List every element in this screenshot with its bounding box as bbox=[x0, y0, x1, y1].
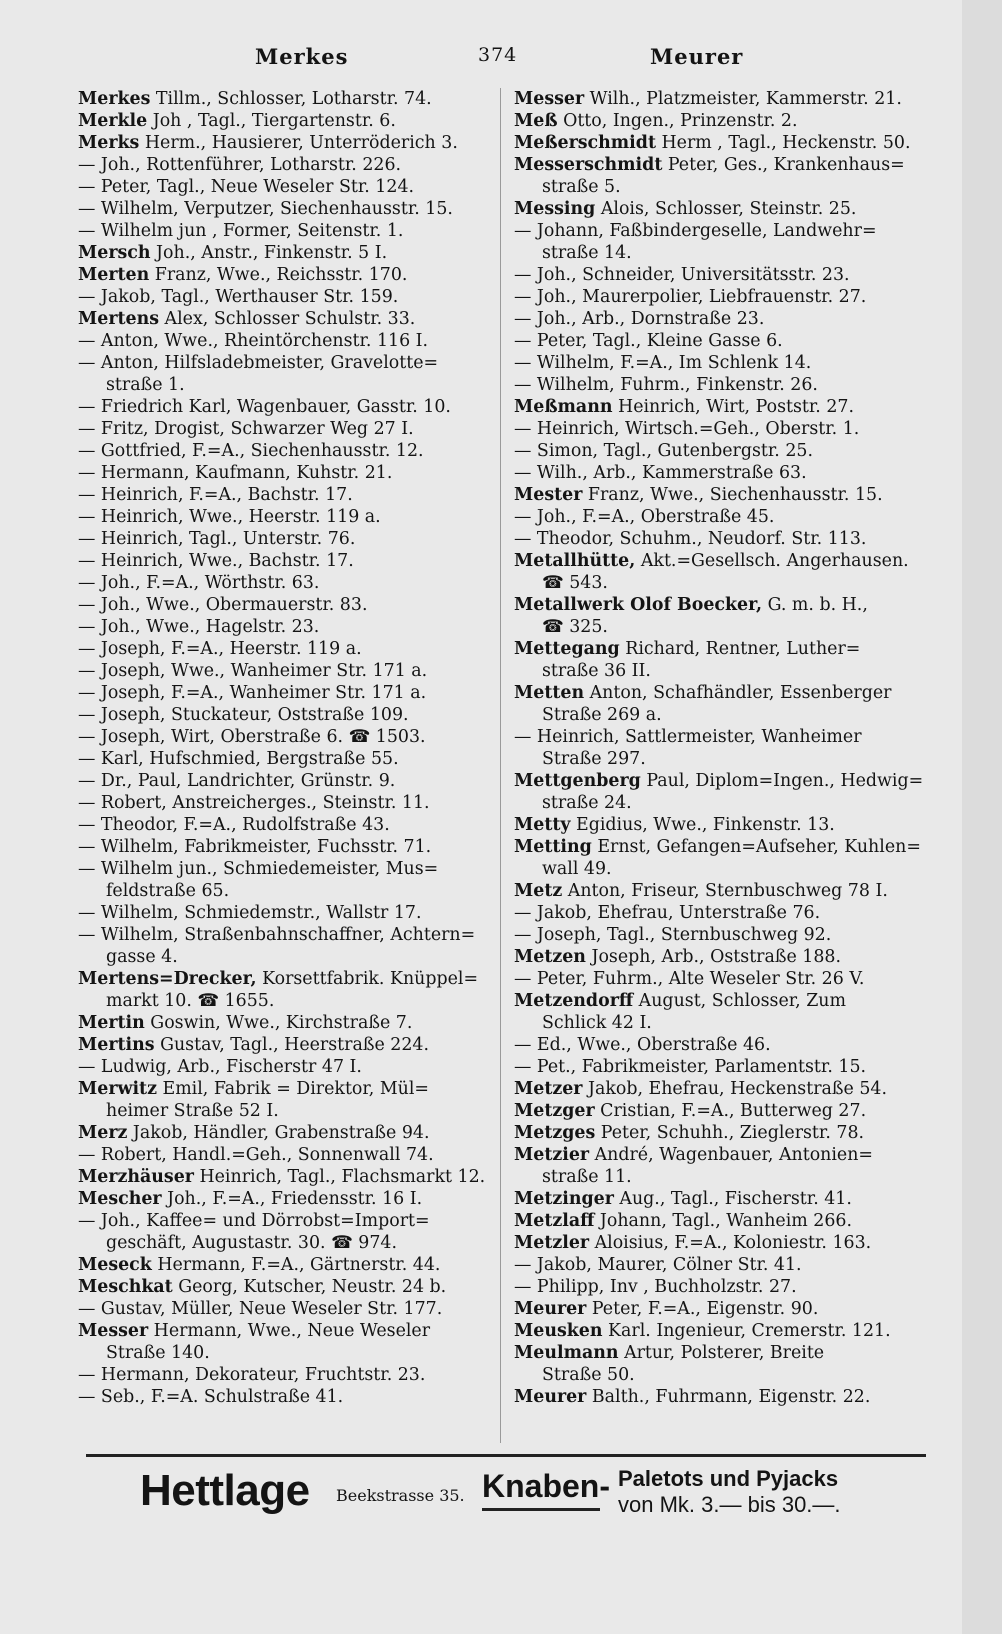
entry-details: — Wilh., Arb., Kammerstraße 63. bbox=[514, 463, 807, 483]
entry-details: — Ludwig, Arb., Fischerstr 47 I. bbox=[78, 1057, 362, 1077]
entry-surname: Merkle bbox=[78, 111, 148, 131]
entry-surname: Meß bbox=[514, 111, 558, 131]
directory-entry bbox=[514, 220, 924, 242]
entry-surname: Merks bbox=[78, 133, 140, 153]
directory-entry bbox=[78, 770, 488, 792]
directory-entry bbox=[78, 792, 488, 814]
entry-details: straße 36 II. bbox=[542, 661, 651, 681]
directory-entry bbox=[78, 704, 488, 726]
directory-entry bbox=[78, 1100, 488, 1122]
entry-details: Herm , Tagl., Heckenstr. 50. bbox=[661, 133, 911, 153]
directory-entry bbox=[514, 198, 924, 220]
entry-details: heimer Straße 52 I. bbox=[106, 1101, 279, 1121]
entry-surname: Metzlaff bbox=[514, 1211, 595, 1231]
directory-entry bbox=[78, 484, 488, 506]
directory-entry bbox=[514, 396, 924, 418]
entry-details: Anton, Schafhändler, Essenberger bbox=[589, 683, 892, 703]
entry-surname: Mester bbox=[514, 485, 583, 505]
directory-entry bbox=[514, 858, 924, 880]
entry-details: Hermann, Wwe., Neue Weseler bbox=[153, 1321, 431, 1341]
directory-entry bbox=[78, 440, 488, 462]
left-column bbox=[78, 88, 488, 1408]
ad-product: Knaben- bbox=[482, 1468, 610, 1504]
header-left-name: Merkes bbox=[255, 44, 349, 69]
entry-details: — Dr., Paul, Landrichter, Grünstr. 9. bbox=[78, 771, 396, 791]
entry-details: Peter, Ges., Krankenhaus= bbox=[667, 155, 905, 175]
entry-details: Peter, F.=A., Eigenstr. 90. bbox=[591, 1299, 819, 1319]
directory-entry bbox=[514, 462, 924, 484]
entry-details: — Simon, Tagl., Gutenbergstr. 25. bbox=[514, 441, 813, 461]
directory-entry bbox=[78, 682, 488, 704]
directory-entry bbox=[514, 1100, 924, 1122]
entry-details: Jakob, Händler, Grabenstraße 94. bbox=[132, 1123, 430, 1143]
entry-surname: Metzinger bbox=[514, 1189, 614, 1209]
entry-details: G. m. b. H., bbox=[767, 595, 868, 615]
entry-details: Heinrich, Wirt, Poststr. 27. bbox=[618, 397, 855, 417]
entry-details: gasse 4. bbox=[106, 947, 178, 967]
entry-surname: Metallwerk Olof Boecker, bbox=[514, 595, 763, 615]
entry-details: — Joh., Maurerpolier, Liebfrauenstr. 27. bbox=[514, 287, 867, 307]
directory-entry bbox=[514, 682, 924, 704]
directory-entry bbox=[514, 638, 924, 660]
directory-entry bbox=[78, 902, 488, 924]
ad-line-1: Paletots und Pyjacks bbox=[618, 1466, 839, 1491]
entry-details: — Peter, Tagl., Kleine Gasse 6. bbox=[514, 331, 783, 351]
directory-entry bbox=[514, 1034, 924, 1056]
directory-entry bbox=[514, 418, 924, 440]
entry-surname: Metty bbox=[514, 815, 571, 835]
directory-entry bbox=[78, 1364, 488, 1386]
directory-entry bbox=[514, 264, 924, 286]
entry-details: Joh , Tagl., Tiergartenstr. 6. bbox=[152, 111, 396, 131]
entry-details: — Karl, Hufschmied, Bergstraße 55. bbox=[78, 749, 399, 769]
entry-details: Joseph, Arb., Oststraße 188. bbox=[591, 947, 842, 967]
directory-entry bbox=[514, 770, 924, 792]
entry-details: markt 10. ☎ 1655. bbox=[106, 991, 275, 1011]
directory-entry bbox=[78, 660, 488, 682]
entry-details: — Jakob, Maurer, Cölner Str. 41. bbox=[514, 1255, 802, 1275]
entry-details: — Wilhelm, Straßenbahnschaffner, Achtern= bbox=[78, 925, 476, 945]
entry-details: Paul, Diplom=Ingen., Hedwig= bbox=[646, 771, 924, 791]
directory-entry bbox=[78, 352, 488, 374]
bottom-rule bbox=[86, 1454, 926, 1457]
entry-surname: Merwitz bbox=[78, 1079, 157, 1099]
entry-details: Straße 140. bbox=[106, 1343, 210, 1363]
entry-details: — Wilhelm, Fuhrm., Finkenstr. 26. bbox=[514, 375, 818, 395]
directory-entry bbox=[514, 374, 924, 396]
directory-entry bbox=[78, 638, 488, 660]
directory-entry bbox=[78, 132, 488, 154]
directory-entry bbox=[514, 308, 924, 330]
entry-details: Wilh., Platzmeister, Kammerstr. 21. bbox=[589, 89, 902, 109]
directory-entry bbox=[514, 946, 924, 968]
directory-entry bbox=[78, 220, 488, 242]
entry-details: Joh., Anstr., Finkenstr. 5 I. bbox=[156, 243, 388, 263]
directory-entry bbox=[78, 858, 488, 880]
entry-details: — Joseph, Wirt, Oberstraße 6. ☎ 1503. bbox=[78, 727, 426, 747]
entry-details: Richard, Rentner, Luther= bbox=[625, 639, 861, 659]
directory-entry bbox=[514, 528, 924, 550]
directory-entry bbox=[514, 286, 924, 308]
entry-details: — Friedrich Karl, Wagenbauer, Gasstr. 10. bbox=[78, 397, 451, 417]
entry-details: Joh., F.=A., Friedensstr. 16 I. bbox=[167, 1189, 423, 1209]
entry-details: Straße 297. bbox=[542, 749, 646, 769]
directory-entry bbox=[78, 198, 488, 220]
directory-entry bbox=[78, 616, 488, 638]
entry-surname: Mertins bbox=[78, 1035, 155, 1055]
directory-entry bbox=[514, 176, 924, 198]
directory-entry bbox=[78, 1166, 488, 1188]
directory-entry bbox=[514, 1056, 924, 1078]
entry-details: — Heinrich, Sattlermeister, Wanheimer bbox=[514, 727, 862, 747]
entry-surname: Messer bbox=[514, 89, 585, 109]
entry-details: — Joh., Arb., Dornstraße 23. bbox=[514, 309, 765, 329]
entry-surname: Meßmann bbox=[514, 397, 613, 417]
entry-surname: Metzendorff bbox=[514, 991, 634, 1011]
entry-details: Tillm., Schlosser, Lotharstr. 74. bbox=[155, 89, 432, 109]
entry-details: — Hermann, Kaufmann, Kuhstr. 21. bbox=[78, 463, 393, 483]
entry-surname: Meusken bbox=[514, 1321, 603, 1341]
directory-entry bbox=[78, 462, 488, 484]
entry-details: Egidius, Wwe., Finkenstr. 13. bbox=[576, 815, 835, 835]
entry-details: Johann, Tagl., Wanheim 266. bbox=[599, 1211, 852, 1231]
entry-details: straße 24. bbox=[542, 793, 632, 813]
directory-entry bbox=[514, 1210, 924, 1232]
directory-entry bbox=[78, 1078, 488, 1100]
directory-entry bbox=[78, 1188, 488, 1210]
entry-details: Korsettfabrik. Knüppel= bbox=[262, 969, 479, 989]
directory-entry bbox=[78, 880, 488, 902]
entry-details: Jakob, Ehefrau, Heckenstraße 54. bbox=[587, 1079, 887, 1099]
entry-surname: Mettegang bbox=[514, 639, 620, 659]
directory-entry bbox=[514, 616, 924, 638]
entry-surname: Meulmann bbox=[514, 1343, 619, 1363]
entry-details: — Joh., Schneider, Universitätsstr. 23. bbox=[514, 265, 850, 285]
entry-details: — Jakob, Ehefrau, Unterstraße 76. bbox=[514, 903, 821, 923]
directory-entry bbox=[78, 506, 488, 528]
directory-entry bbox=[514, 242, 924, 264]
directory-entry bbox=[78, 418, 488, 440]
directory-entry bbox=[78, 308, 488, 330]
entry-details: Schlick 42 I. bbox=[542, 1013, 652, 1033]
entry-surname: Mersch bbox=[78, 243, 151, 263]
entry-surname: Messing bbox=[514, 199, 596, 219]
entry-surname: Merzhäuser bbox=[78, 1167, 194, 1187]
entry-details: straße 5. bbox=[542, 177, 621, 197]
directory-entry bbox=[78, 1122, 488, 1144]
entry-details: — Fritz, Drogist, Schwarzer Weg 27 I. bbox=[78, 419, 414, 439]
header-right-name: Meurer bbox=[650, 44, 744, 69]
entry-details: — Hermann, Dekorateur, Fruchtstr. 23. bbox=[78, 1365, 426, 1385]
ad-product-underline bbox=[482, 1508, 600, 1511]
directory-entry bbox=[78, 836, 488, 858]
directory-entry bbox=[78, 550, 488, 572]
directory-entry bbox=[78, 1254, 488, 1276]
directory-entry bbox=[514, 748, 924, 770]
directory-entry bbox=[514, 550, 924, 572]
directory-entry bbox=[514, 440, 924, 462]
directory-entry bbox=[514, 1298, 924, 1320]
entry-surname: Mertens=Drecker, bbox=[78, 969, 257, 989]
entry-details: ☎ 325. bbox=[542, 617, 608, 637]
entry-details: Herm., Hausierer, Unterröderich 3. bbox=[144, 133, 458, 153]
entry-details: Franz, Wwe., Reichsstr. 170. bbox=[154, 265, 408, 285]
directory-entry bbox=[514, 330, 924, 352]
entry-details: Aloisius, F.=A., Koloniestr. 163. bbox=[594, 1233, 872, 1253]
entry-details: geschäft, Augustastr. 30. ☎ 974. bbox=[106, 1233, 397, 1253]
directory-entry bbox=[514, 506, 924, 528]
entry-details: — Peter, Tagl., Neue Weseler Str. 124. bbox=[78, 177, 415, 197]
entry-details: — Joseph, Tagl., Sternbuschweg 92. bbox=[514, 925, 832, 945]
entry-details: — Joseph, F.=A., Wanheimer Str. 171 a. bbox=[78, 683, 427, 703]
directory-entry bbox=[514, 704, 924, 726]
entry-details: — Joseph, Stuckateur, Oststraße 109. bbox=[78, 705, 409, 725]
entry-details: straße 1. bbox=[106, 375, 185, 395]
advertisement bbox=[140, 1466, 900, 1536]
entry-surname: Metting bbox=[514, 837, 592, 857]
entry-details: — Anton, Wwe., Rheintörchenstr. 116 I. bbox=[78, 331, 429, 351]
entry-details: feldstraße 65. bbox=[106, 881, 230, 901]
entry-surname: Mertin bbox=[78, 1013, 145, 1033]
entry-details: — Heinrich, Wwe., Bachstr. 17. bbox=[78, 551, 354, 571]
entry-details: — Gottfried, F.=A., Siechenhausstr. 12. bbox=[78, 441, 424, 461]
directory-entry bbox=[78, 374, 488, 396]
directory-entry bbox=[514, 968, 924, 990]
directory-entry bbox=[78, 528, 488, 550]
entry-details: Alois, Schlosser, Steinstr. 25. bbox=[600, 199, 857, 219]
directory-entry bbox=[514, 1342, 924, 1364]
entry-surname: Metzier bbox=[514, 1145, 590, 1165]
entry-details: — Philipp, Inv , Buchholzstr. 27. bbox=[514, 1277, 797, 1297]
directory-entry bbox=[514, 110, 924, 132]
entry-surname: Merkes bbox=[78, 89, 151, 109]
directory-entry bbox=[78, 814, 488, 836]
entry-surname: Metzer bbox=[514, 1079, 583, 1099]
directory-entry bbox=[514, 88, 924, 110]
directory-entry bbox=[514, 1122, 924, 1144]
entry-details: — Joh., Kaffee= und Dörrobst=Import= bbox=[78, 1211, 430, 1231]
entry-details: Aug., Tagl., Fischerstr. 41. bbox=[619, 1189, 852, 1209]
directory-entry bbox=[514, 352, 924, 374]
directory-entry bbox=[78, 1144, 488, 1166]
entry-surname: Messer bbox=[78, 1321, 149, 1341]
entry-details: Goswin, Wwe., Kirchstraße 7. bbox=[150, 1013, 413, 1033]
directory-entry bbox=[78, 946, 488, 968]
directory-entry bbox=[78, 572, 488, 594]
entry-details: — Joh., F.=A., Wörthstr. 63. bbox=[78, 573, 320, 593]
directory-entry bbox=[514, 1364, 924, 1386]
right-column bbox=[514, 88, 924, 1408]
entry-details: — Seb., F.=A. Schulstraße 41. bbox=[78, 1387, 344, 1407]
directory-entry bbox=[78, 1012, 488, 1034]
entry-surname: Messerschmidt bbox=[514, 155, 663, 175]
directory-entry bbox=[78, 264, 488, 286]
entry-surname: Metzen bbox=[514, 947, 586, 967]
entry-surname: Metzler bbox=[514, 1233, 590, 1253]
ad-brand: Hettlage bbox=[140, 1466, 310, 1515]
entry-details: Karl. Ingenieur, Cremerstr. 121. bbox=[608, 1321, 891, 1341]
directory-entry bbox=[514, 1166, 924, 1188]
entry-details: — Joh., Wwe., Hagelstr. 23. bbox=[78, 617, 320, 637]
directory-entry bbox=[78, 1210, 488, 1232]
entry-surname: Metz bbox=[514, 881, 563, 901]
entry-surname: Mettgenberg bbox=[514, 771, 641, 791]
entry-surname: Meurer bbox=[514, 1387, 587, 1407]
directory-entry bbox=[78, 242, 488, 264]
directory-entry bbox=[78, 1342, 488, 1364]
entry-details: — Pet., Fabrikmeister, Parlamentstr. 15. bbox=[514, 1057, 867, 1077]
ad-address: Beekstrasse 35. bbox=[336, 1486, 465, 1505]
entry-surname: Mertens bbox=[78, 309, 160, 329]
entry-surname: Merz bbox=[78, 1123, 128, 1143]
entry-details: — Theodor, F.=A., Rudolfstraße 43. bbox=[78, 815, 390, 835]
entry-details: Artur, Polsterer, Breite bbox=[624, 1343, 825, 1363]
directory-entry bbox=[78, 176, 488, 198]
entry-details: Akt.=Gesellsch. Angerhausen. bbox=[640, 551, 909, 571]
entry-details: Gustav, Tagl., Heerstraße 224. bbox=[160, 1035, 429, 1055]
directory-entry bbox=[514, 572, 924, 594]
entry-details: Cristian, F.=A., Butterweg 27. bbox=[600, 1101, 867, 1121]
directory-entry bbox=[78, 1034, 488, 1056]
entry-surname: Meßerschmidt bbox=[514, 133, 656, 153]
entry-details: Balth., Fuhrmann, Eigenstr. 22. bbox=[591, 1387, 871, 1407]
entry-details: wall 49. bbox=[542, 859, 612, 879]
entry-details: Peter, Schuhh., Zieglerstr. 78. bbox=[600, 1123, 865, 1143]
entry-details: — Peter, Fuhrm., Alte Weseler Str. 26 V. bbox=[514, 969, 865, 989]
directory-entry bbox=[514, 660, 924, 682]
entry-details: Heinrich, Tagl., Flachsmarkt 12. bbox=[199, 1167, 486, 1187]
entry-details: — Robert, Anstreicherges., Steinstr. 11. bbox=[78, 793, 430, 813]
directory-entry bbox=[514, 924, 924, 946]
entry-surname: Metzges bbox=[514, 1123, 596, 1143]
directory-entry bbox=[514, 836, 924, 858]
entry-surname: Merten bbox=[78, 265, 150, 285]
entry-surname: Metallhütte, bbox=[514, 551, 636, 571]
entry-details: — Wilhelm, F.=A., Im Schlenk 14. bbox=[514, 353, 812, 373]
directory-entry bbox=[514, 1232, 924, 1254]
entry-details: — Heinrich, Tagl., Unterstr. 76. bbox=[78, 529, 356, 549]
entry-details: ☎ 543. bbox=[542, 573, 608, 593]
entry-details: straße 14. bbox=[542, 243, 632, 263]
entry-details: — Joh., F.=A., Oberstraße 45. bbox=[514, 507, 775, 527]
directory-entry bbox=[514, 1012, 924, 1034]
entry-details: — Robert, Handl.=Geh., Sonnenwall 74. bbox=[78, 1145, 434, 1165]
directory-entry bbox=[514, 1144, 924, 1166]
directory-entry bbox=[514, 990, 924, 1012]
directory-entry bbox=[78, 286, 488, 308]
entry-details: Otto, Ingen., Prinzenstr. 2. bbox=[563, 111, 798, 131]
entry-details: — Wilhelm, Schmiedemstr., Wallstr 17. bbox=[78, 903, 422, 923]
directory-entry bbox=[78, 726, 488, 748]
directory-entry bbox=[78, 968, 488, 990]
entry-details: — Wilhelm jun., Schmiedemeister, Mus= bbox=[78, 859, 439, 879]
entry-details: — Anton, Hilfsladebmeister, Gravelotte= bbox=[78, 353, 439, 373]
directory-entry bbox=[514, 792, 924, 814]
entry-details: — Jakob, Tagl., Werthauser Str. 159. bbox=[78, 287, 399, 307]
entry-details: André, Wagenbauer, Antonien= bbox=[594, 1145, 873, 1165]
entry-surname: Meseck bbox=[78, 1255, 152, 1275]
entry-details: — Joh., Rottenführer, Lotharstr. 226. bbox=[78, 155, 402, 175]
directory-entry bbox=[78, 154, 488, 176]
entry-surname: Meschkat bbox=[78, 1277, 173, 1297]
entry-details: Hermann, F.=A., Gärtnerstr. 44. bbox=[157, 1255, 441, 1275]
entry-details: Straße 50. bbox=[542, 1365, 635, 1385]
entry-details: Franz, Wwe., Siechenhausstr. 15. bbox=[587, 485, 883, 505]
entry-details: — Theodor, Schuhm., Neudorf. Str. 113. bbox=[514, 529, 867, 549]
directory-entry bbox=[78, 1056, 488, 1078]
directory-entry bbox=[514, 1254, 924, 1276]
directory-entry bbox=[514, 1078, 924, 1100]
directory-entry bbox=[514, 1320, 924, 1342]
directory-entry bbox=[514, 1276, 924, 1298]
entry-surname: Meurer bbox=[514, 1299, 587, 1319]
directory-entry bbox=[78, 1386, 488, 1408]
directory-entry bbox=[78, 1276, 488, 1298]
directory-entry bbox=[514, 880, 924, 902]
directory-entry bbox=[514, 1386, 924, 1408]
entry-details: — Joseph, F.=A., Heerstr. 119 a. bbox=[78, 639, 362, 659]
directory-entry bbox=[514, 1188, 924, 1210]
entry-surname: Mescher bbox=[78, 1189, 162, 1209]
entry-details: straße 11. bbox=[542, 1167, 632, 1187]
entry-details: — Heinrich, F.=A., Bachstr. 17. bbox=[78, 485, 353, 505]
entry-details: — Wilhelm, Fabrikmeister, Fuchsstr. 71. bbox=[78, 837, 432, 857]
entry-details: — Gustav, Müller, Neue Weseler Str. 177. bbox=[78, 1299, 443, 1319]
entry-details: — Joh., Wwe., Obermauerstr. 83. bbox=[78, 595, 368, 615]
entry-surname: Metten bbox=[514, 683, 585, 703]
directory-entry bbox=[514, 726, 924, 748]
directory-entry bbox=[78, 330, 488, 352]
entry-details: Ernst, Gefangen=Aufseher, Kuhlen= bbox=[597, 837, 921, 857]
directory-entry bbox=[78, 748, 488, 770]
entry-details: — Johann, Faßbindergeselle, Landwehr= bbox=[514, 221, 877, 241]
directory-entry bbox=[78, 1298, 488, 1320]
entry-details: — Heinrich, Wwe., Heerstr. 119 a. bbox=[78, 507, 381, 527]
entry-details: Alex, Schlosser Schulstr. 33. bbox=[164, 309, 416, 329]
directory-entry bbox=[78, 110, 488, 132]
entry-details: Straße 269 a. bbox=[542, 705, 662, 725]
directory-entry bbox=[514, 154, 924, 176]
directory-entry bbox=[78, 396, 488, 418]
entry-details: — Ed., Wwe., Oberstraße 46. bbox=[514, 1035, 771, 1055]
entry-details: Emil, Fabrik = Direktor, Mül= bbox=[162, 1079, 429, 1099]
directory-entry bbox=[514, 902, 924, 924]
entry-details: Georg, Kutscher, Neustr. 24 b. bbox=[178, 1277, 447, 1297]
page-number: 374 bbox=[478, 44, 518, 66]
directory-entry bbox=[514, 132, 924, 154]
directory-entry bbox=[78, 924, 488, 946]
entry-details: August, Schlosser, Zum bbox=[638, 991, 846, 1011]
directory-entry bbox=[514, 594, 924, 616]
directory-entry bbox=[514, 484, 924, 506]
directory-entry bbox=[78, 1320, 488, 1342]
column-divider bbox=[500, 88, 501, 1443]
directory-entry bbox=[78, 990, 488, 1012]
entry-details: Anton, Friseur, Sternbuschweg 78 I. bbox=[567, 881, 888, 901]
entry-details: — Heinrich, Wirtsch.=Geh., Oberstr. 1. bbox=[514, 419, 860, 439]
entry-details: — Joseph, Wwe., Wanheimer Str. 171 a. bbox=[78, 661, 428, 681]
entry-details: — Wilhelm, Verputzer, Siechenhausstr. 15. bbox=[78, 199, 453, 219]
directory-entry bbox=[514, 814, 924, 836]
directory-entry bbox=[78, 88, 488, 110]
entry-details: — Wilhelm jun , Former, Seitenstr. 1. bbox=[78, 221, 404, 241]
entry-surname: Metzger bbox=[514, 1101, 595, 1121]
ad-line-2: von Mk. 3.— bis 30.—. bbox=[618, 1492, 841, 1517]
directory-entry bbox=[78, 1232, 488, 1254]
directory-entry bbox=[78, 594, 488, 616]
